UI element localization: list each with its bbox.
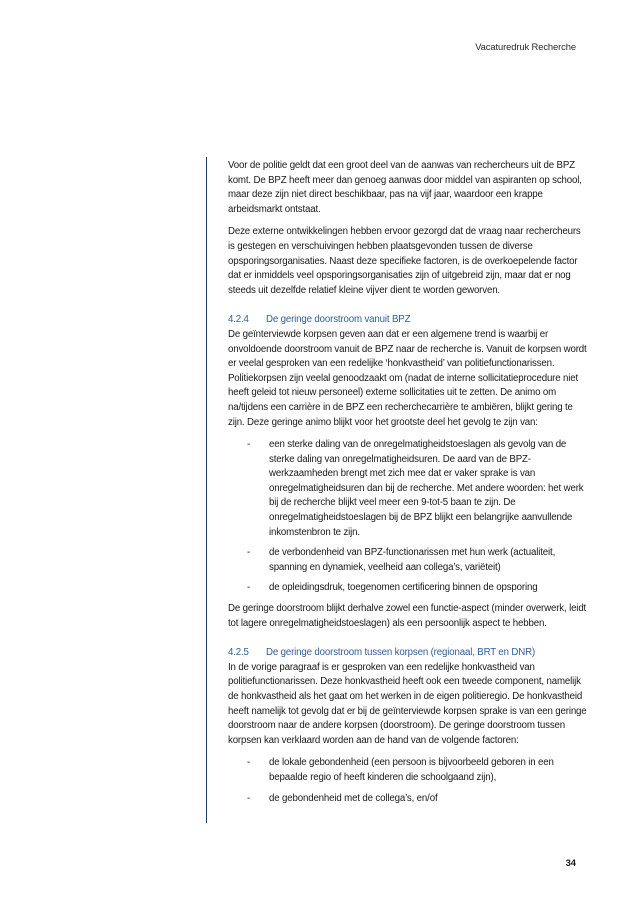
list-item-text: de opleidingsdruk, toegenomen certificering binnen de opsporing bbox=[269, 582, 538, 594]
section-number: 4.2.4 bbox=[228, 314, 249, 326]
body-paragraph: Voor de politie geldt dat een groot deel van de aanwas van rechercheurs uit de BPZ komt. De BPZ heeft meer dan genoeg aanwas door middel van aspiranten op school, maar deze zijn niet direct beschikbaar, pas na vijf jaar, waardoor een krappe arbeidsmarkt ontstaat. bbox=[228, 160, 582, 215]
section-heading-4-2-4 bbox=[228, 313, 588, 328]
margin-rule bbox=[206, 157, 207, 823]
bullet-list bbox=[228, 756, 588, 806]
list-item bbox=[228, 756, 588, 785]
section-number: 4.2.5 bbox=[228, 647, 249, 659]
list-item-text: de gebondenheid met de collega’s, en/of bbox=[269, 792, 438, 804]
list-item-text: een sterke daling van de onregelmatigheidstoeslagen als gevolg van de sterke daling van onregelmatigheidsuren. De aard van de BPZ-werkzaamheden brengt met zich mee dat er vaker sprake is van onregelmatigheidsuren dan bij de recherche. Met andere woorden: het werk bij de recherche blijkt veel meer een 9-tot-5 baan te zijn. De onregelmatigheidstoeslagen bij de BPZ blijkt een belangrijke aanvullende inkomstenbron te zijn. bbox=[269, 439, 584, 538]
body-paragraph: In de vorige paragraaf is er gesproken van een redelijke honkvastheid van politiefunctionarissen. Deze honkvastheid heeft ook een tweede component, namelijk de honkvastheid als het gaat om het werken in de eigen politieregio. De honkvastheid heeft namelijk tot gevolg dat er bij de geïnterviewde korpsen sprake is van een geringe doorstroom naar de andere korpsen (doorstroom). De geringe doorstroom tussen korpsen kan verklaard worden aan de hand van de volgende factoren: bbox=[228, 661, 587, 746]
section-heading-4-2-5 bbox=[228, 646, 588, 661]
list-item bbox=[228, 546, 588, 575]
dash-bullet: - bbox=[247, 547, 251, 559]
bullet-list bbox=[228, 438, 588, 596]
list-item bbox=[228, 438, 588, 540]
list-item-text: de lokale gebondenheid (een persoon is bijvoorbeeld geboren in een bepaalde regio of heeft kinderen die schoolgaand zijn), bbox=[269, 757, 554, 783]
list-item bbox=[228, 792, 588, 807]
body-column bbox=[228, 159, 588, 812]
body-paragraph: Deze externe ontwikkelingen hebben ervoor gezorgd dat de vraag naar rechercheurs is gestegen en verschuivingen hebben plaatsgevonden tussen de diverse opsporingsorganisaties. Naast deze specifieke factoren, is de overkoepelende factor dat er inmiddels veel opsporingsorganisaties zijn of uitgebreid zijn, maar dat er nog steeds uit dezelfde relatief kleine vijver dient te worden geworven. bbox=[228, 226, 581, 296]
body-paragraph: De geringe doorstroom blijkt derhalve zowel een functie-aspect (minder overwerk, leidt tot lagere onregelmatigheidstoeslagen) als een persoonlijk aspect te hebben. bbox=[228, 603, 587, 629]
dash-bullet: - bbox=[247, 582, 251, 594]
dash-bullet: - bbox=[247, 792, 251, 804]
section-title: De geringe doorstroom tussen korpsen (regionaal, BRT en DNR) bbox=[266, 647, 536, 659]
list-item bbox=[228, 581, 588, 596]
section-title: De geringe doorstroom vanuit BPZ bbox=[266, 314, 411, 326]
page-number: 34 bbox=[565, 857, 576, 868]
body-paragraph: De geïnterviewde korpsen geven aan dat er een algemene trend is waarbij er onvoldoende doorstroom vanuit de BPZ naar de recherche is. Vanuit de korpsen wordt er veelal gesproken van een redelijke ‘honkvastheid’ van politiefunctionarissen. Politiekorpsen zijn veelal genoodzaakt om (nadat de interne sollicitatieprocedure niet heeft geleid tot nieuw personeel) externe sollicitaties uit te zetten. De animo om na/tijdens een carrière in de BPZ een recherchecarrière te ambiëren, blijkt gering te zijn. Deze geringe animo blijkt voor het grootste deel het gevolg te zijn van: bbox=[228, 328, 587, 428]
dash-bullet: - bbox=[247, 439, 251, 451]
dash-bullet: - bbox=[247, 757, 251, 769]
list-item-text: de verbondenheid van BPZ-functionarissen met hun werk (actualiteit, spanning en dynamiek, veelheid aan collega’s, variëteit) bbox=[269, 547, 556, 573]
running-header: Vacaturedruk Recherche bbox=[475, 41, 576, 52]
